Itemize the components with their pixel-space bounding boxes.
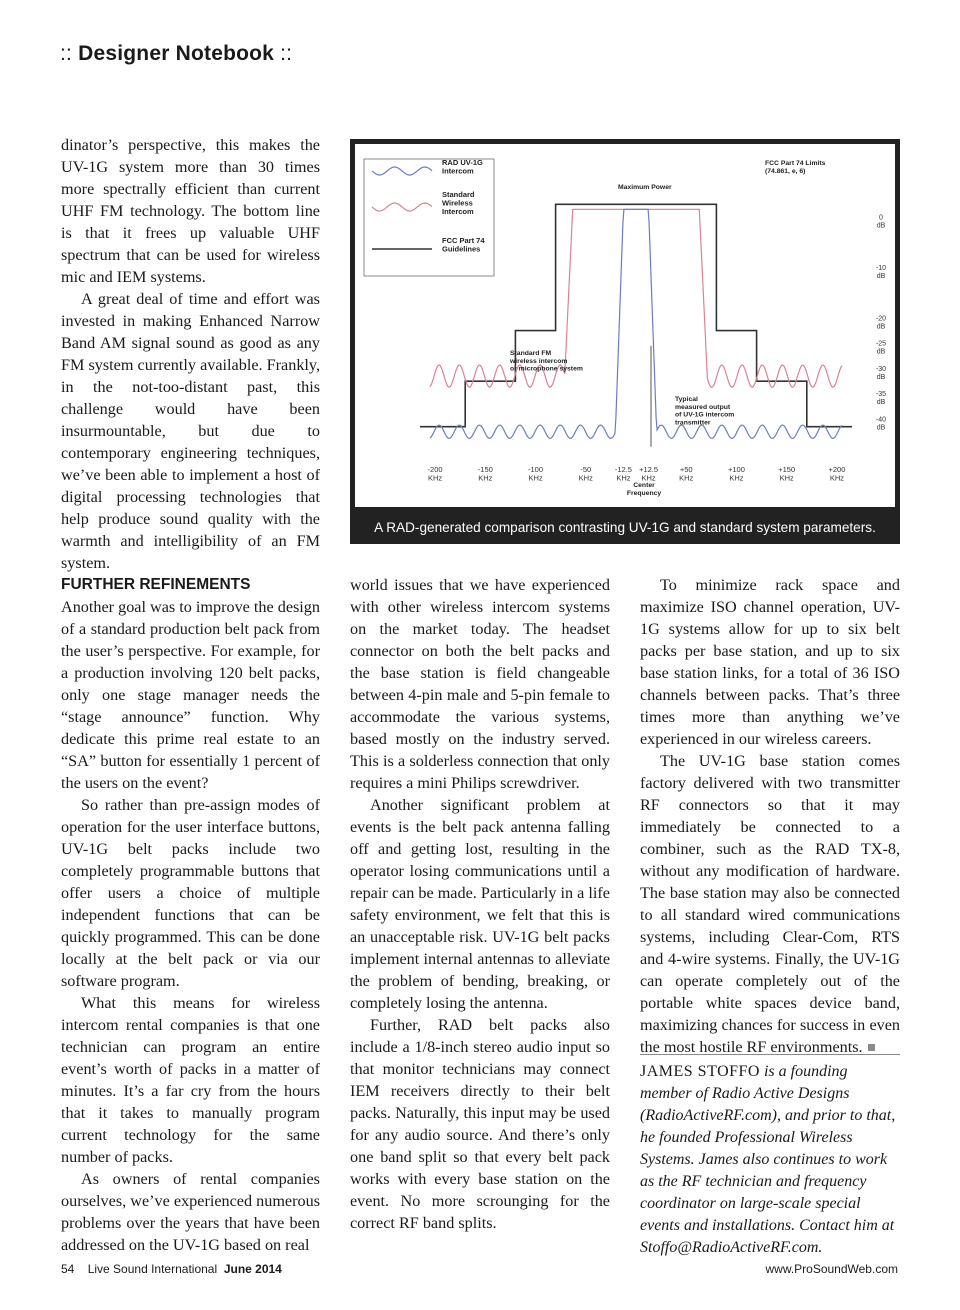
paragraph: dinator’s perspective, this makes the UV-1G system more than 30 times more spectrally efficient than current UHF FM technology. The bottom line is that it frees up valuable UHF spectrum that can be used for wireless mic and IEM systems. <box>61 136 320 286</box>
x-tick-label-line: -150 <box>477 465 493 474</box>
x-tick-label <box>778 465 795 483</box>
paragraph <box>640 750 900 1058</box>
y-tick-label-line: dB <box>876 222 886 230</box>
paragraph: As owners of rental companies ourselves, we’ve experienced numerous problems over the years that have been addressed on the UV-1G based on real <box>61 1170 320 1254</box>
x-tick-label <box>828 465 845 483</box>
x-tick-label-line: -100 <box>528 465 544 474</box>
paragraph: To minimize rack space and maximize ISO channel operation, UV-1G systems allow for up to six belt packs per base station, and up to six base station links, for a total of 36 ISO channels between packs. That’s three times more than anything we’ve experienced in our wireless careers. <box>640 576 900 748</box>
legend-label-line: FCC Part 74 <box>442 236 485 245</box>
x-tick-label-line: KHz <box>427 473 443 483</box>
website-link[interactable]: www.ProSoundWeb.com <box>765 1262 898 1276</box>
legend-label <box>442 190 475 216</box>
author-bio <box>640 1054 900 1259</box>
x-tick-label-line: +100 <box>728 465 745 474</box>
chart-annotation-line: wireless intercom <box>510 357 568 365</box>
section-header <box>60 42 292 66</box>
y-tick-label-line: dB <box>876 399 886 407</box>
end-mark-icon <box>868 1044 875 1051</box>
x-tick-label-line: +12.5 <box>639 465 659 474</box>
chart-annotation-line: FCC Part 74 Limits <box>765 160 826 167</box>
paragraph-text: The UV-1G base station comes factory delivered with two transmitter RF connectors so that it may immediately be connected to a combiner, such as the RAD TX-8, without any modification of hardware. The base station may also be connected to all standard wired communications systems, including Clear-Com, RTS and 4-wire systems. Finally, the UV-1G can operate completely out of the portable white spaces device band, maximizing chances for success in even the most hostile RF environments. <box>640 752 900 1056</box>
x-tick-label-line: -12.5 <box>614 465 632 474</box>
chart-annotation-line: Maximum Power <box>618 184 672 191</box>
x-tick-label-line: KHz <box>779 473 794 483</box>
x-tick-label <box>679 465 693 483</box>
y-tick-label <box>876 265 886 280</box>
y-tick-label-line: -10 <box>875 264 887 272</box>
chart-annotation-line: of UV-1G intercom <box>675 411 735 419</box>
chart-annotation <box>618 184 672 191</box>
publication-name: Live Sound International <box>87 1262 218 1276</box>
author-name: JAMES STOFFO <box>640 1063 760 1080</box>
y-tick-label-line: dB <box>876 348 886 356</box>
chart-annotation-line: Standard FM <box>510 350 552 357</box>
x-tick-label-line: -50 <box>580 465 592 474</box>
paragraph: A great deal of time and effort was invested in making Enhanced Narrow Band AM signal sound as good as any FM system currently available. Frankly, in the not-too-distant past, this challenge would have been insurmountable, but due to contemporary engineering techniques, we’ve been able to implement a host of digital processing technologies that help produce sound quality with the warmth and intelligibility of an FM system. <box>61 290 320 572</box>
legend-label-line: Wireless <box>442 198 473 208</box>
paragraph: Another goal was to improve the design of a standard production belt pack from the user’s perspective. For example, for a production involving 120 belt packs, only one stage manager needs the “stage announce” function. Why dedicate this prime real estate to an “SA” button for essentially 1 percent of the users on the event? <box>61 598 320 792</box>
legend-label <box>442 236 485 254</box>
section-heading: FURTHER REFINEMENTS <box>61 576 251 593</box>
legend-label-line: Guidelines <box>442 244 481 254</box>
chart-annotation-line: Center <box>633 482 655 489</box>
x-tick-label-line: KHz <box>528 473 543 483</box>
y-tick-label <box>876 315 886 330</box>
legend-label-line: Intercom <box>442 207 474 216</box>
chart-annotation-line: Frequency <box>626 489 662 497</box>
paragraph: What this means for wireless intercom rental companies is that one technician can program an entire event’s worth of packs in a matter of minutes. It’s a far cry from the hours that it takes to manually program current technology for the same number of packs. <box>61 994 320 1166</box>
x-tick-label-line: KHz <box>679 473 694 483</box>
chart-annotation-line: Typical <box>675 396 698 403</box>
bio-text: is a founding member of Radio Active Designs (RadioActiveRF.com), and prior to that, he founded Professional Wireless Systems. James also continues to work as the RF technician and frequency coordinator on large-scale special events and installations. Contact him at Stoffo@RadioActiveRF.com. <box>640 1063 896 1256</box>
x-tick-label-line: KHz <box>641 473 656 483</box>
paragraph: Another significant problem at events is the belt pack antenna falling off and getting lost, resulting in the operator losing communications until a repair can be made. Particularly in a life safety environment, we felt that this is an unacceptable risk. UV-1G belt packs implement internal antennas to alleviate the problem of bending, breaking, or completely losing the antenna. <box>350 796 610 1012</box>
x-tick-label <box>428 465 443 483</box>
x-tick-label <box>579 465 593 483</box>
column-left-bottom <box>61 574 320 1256</box>
x-tick-label-line: -200 <box>427 465 443 474</box>
chart-annotation-line: or microphone system <box>510 365 583 373</box>
legend-label-line: RAD UV-1G <box>442 158 483 167</box>
x-tick-label <box>615 465 632 483</box>
x-tick-label-line: KHz <box>616 473 631 483</box>
y-tick-label-line: -40 <box>875 416 887 424</box>
y-tick-label-line: -35 <box>875 391 887 399</box>
y-tick-label-line: -20 <box>875 315 887 323</box>
legend-label-line: Intercom <box>442 166 474 176</box>
y-tick-label <box>876 366 886 381</box>
paragraph: Further, RAD belt packs also include a 1/8-inch stereo audio input so that monitor technicians may connect IEM receivers directly to their belt packs. Naturally, this input may be used for any audio source. And there’s only one band split so that every belt pack works with every base station on the event. No more scrounging for the correct RF band splits. <box>350 1016 610 1232</box>
figure-caption: A RAD-generated comparison contrasting UV-1G and standard system parameters. <box>374 520 876 535</box>
y-tick-label-line: dB <box>876 272 886 280</box>
paragraph: So rather than pre-assign modes of operation for the user interface buttons, UV-1G belt packs include two completely programmable buttons that offer users a choice of multiple independent functions that can be quickly programmed. This can be done locally at the belt pack or via our software program. <box>61 796 320 990</box>
column-middle <box>350 574 610 1234</box>
y-tick-label <box>876 416 886 431</box>
x-tick-label <box>528 465 543 483</box>
x-tick-label-line: +150 <box>778 465 796 474</box>
footer-left <box>61 1262 282 1276</box>
y-tick-label-line: dB <box>876 323 886 331</box>
chart-annotation-line: (74.861, e, 6) <box>765 167 806 175</box>
x-tick-label <box>478 465 493 483</box>
chart-annotation-line: transmitter <box>675 419 711 427</box>
column-right <box>640 574 900 1058</box>
y-tick-label-line: dB <box>876 373 886 381</box>
x-tick-label-line: +50 <box>679 465 693 474</box>
header-prefix: :: <box>60 42 73 65</box>
header-title: Designer Notebook <box>78 42 275 65</box>
issue-date: June 2014 <box>223 1262 282 1276</box>
x-tick-label-line: KHz <box>829 473 845 483</box>
y-tick-label-line: -30 <box>875 365 887 373</box>
x-tick-label-line: +200 <box>828 465 846 474</box>
header-suffix: :: <box>280 42 293 65</box>
y-tick-label-line: 0 <box>879 214 883 222</box>
x-tick-label-line: KHz <box>478 473 493 483</box>
y-tick-label <box>876 341 886 356</box>
x-tick-label-line: KHz <box>578 473 593 483</box>
x-tick-label <box>728 465 745 483</box>
figure <box>350 139 900 544</box>
page-number: 54 <box>61 1262 75 1276</box>
chart-annotation-line: measured output <box>675 403 731 411</box>
paragraph: world issues that we have experienced with other wireless intercom systems on the market today. The headset connector on both the belt packs and the base station is field changeable between 4-pin male and 5-pin female to accommodate the various systems, based mostly on the industry served. This is a solderless connection that only requires a mini Philips screwdriver. <box>350 576 610 792</box>
column-left-top <box>61 134 320 574</box>
y-tick-label-line: dB <box>876 424 886 432</box>
legend-box <box>364 159 494 276</box>
x-tick-label <box>639 465 658 483</box>
x-tick-label-line: KHz <box>729 473 744 483</box>
spectrum-chart <box>350 139 900 512</box>
legend-label-line: Standard <box>442 190 475 199</box>
footer-right <box>765 1262 898 1276</box>
y-tick-label <box>876 391 886 406</box>
y-tick-label-line: -25 <box>875 340 887 348</box>
